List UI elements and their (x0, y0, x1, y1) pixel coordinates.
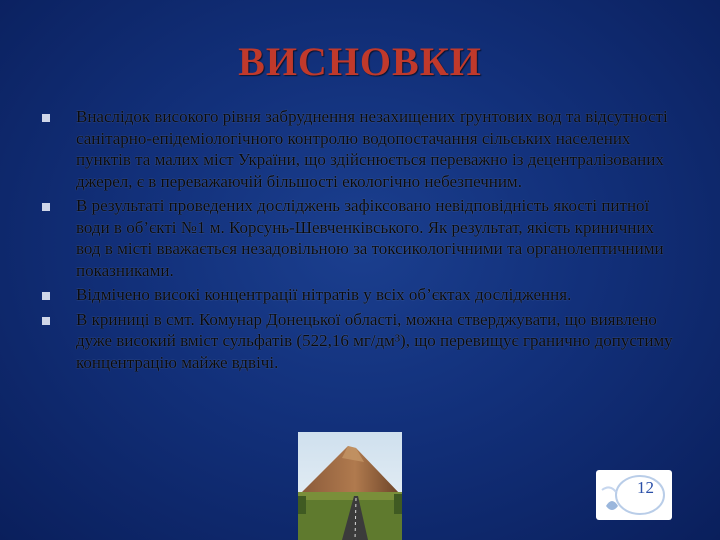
square-bullet-icon (42, 317, 50, 325)
square-bullet-icon (42, 114, 50, 122)
bullet-text: Відмічено високі концентрації нітратів у всіх об’єктах дослідження. (76, 285, 572, 304)
bullet-item (42, 309, 682, 374)
mountain-road-image (298, 432, 402, 540)
bullet-item (42, 106, 682, 192)
bullet-item (42, 284, 682, 306)
bullet-text: В результаті проведених досліджень зафіксовано невідповідність якості питної води в об’єкті №1 м. Корсунь-Шевченківського. Як результат, якість криничних вод в місті вважається незадовільною за токсикологічними та органолептичними показниками. (76, 196, 664, 280)
slide-title: ВИСНОВКИ (238, 39, 482, 84)
square-bullet-icon (42, 203, 50, 211)
bullet-text: Внаслідок високого рівня забруднення незахищених ґрунтових вод та відсутності санітарно-епідеміологічного контролю водопостачання сільських населених пунктів та малих міст України, що здійснюється переважно із децентралізованих джерел, є в переважаючій більшості екологічно небезпечним. (76, 107, 668, 191)
square-bullet-icon (42, 292, 50, 300)
mountain-road-photo (298, 432, 402, 540)
bullet-text: В криниці в смт. Комунар Донецької області, можна стверджувати, що виявлено дуже високий вміст сульфатів (522,16 мг/дм³), що перевищує гранично допустиму концентрацію майже вдвічі. (76, 309, 673, 372)
bullet-list (42, 106, 682, 376)
slide-number-logo (596, 470, 672, 520)
bullet-item (42, 195, 682, 281)
slide-number: 12 (637, 478, 654, 497)
